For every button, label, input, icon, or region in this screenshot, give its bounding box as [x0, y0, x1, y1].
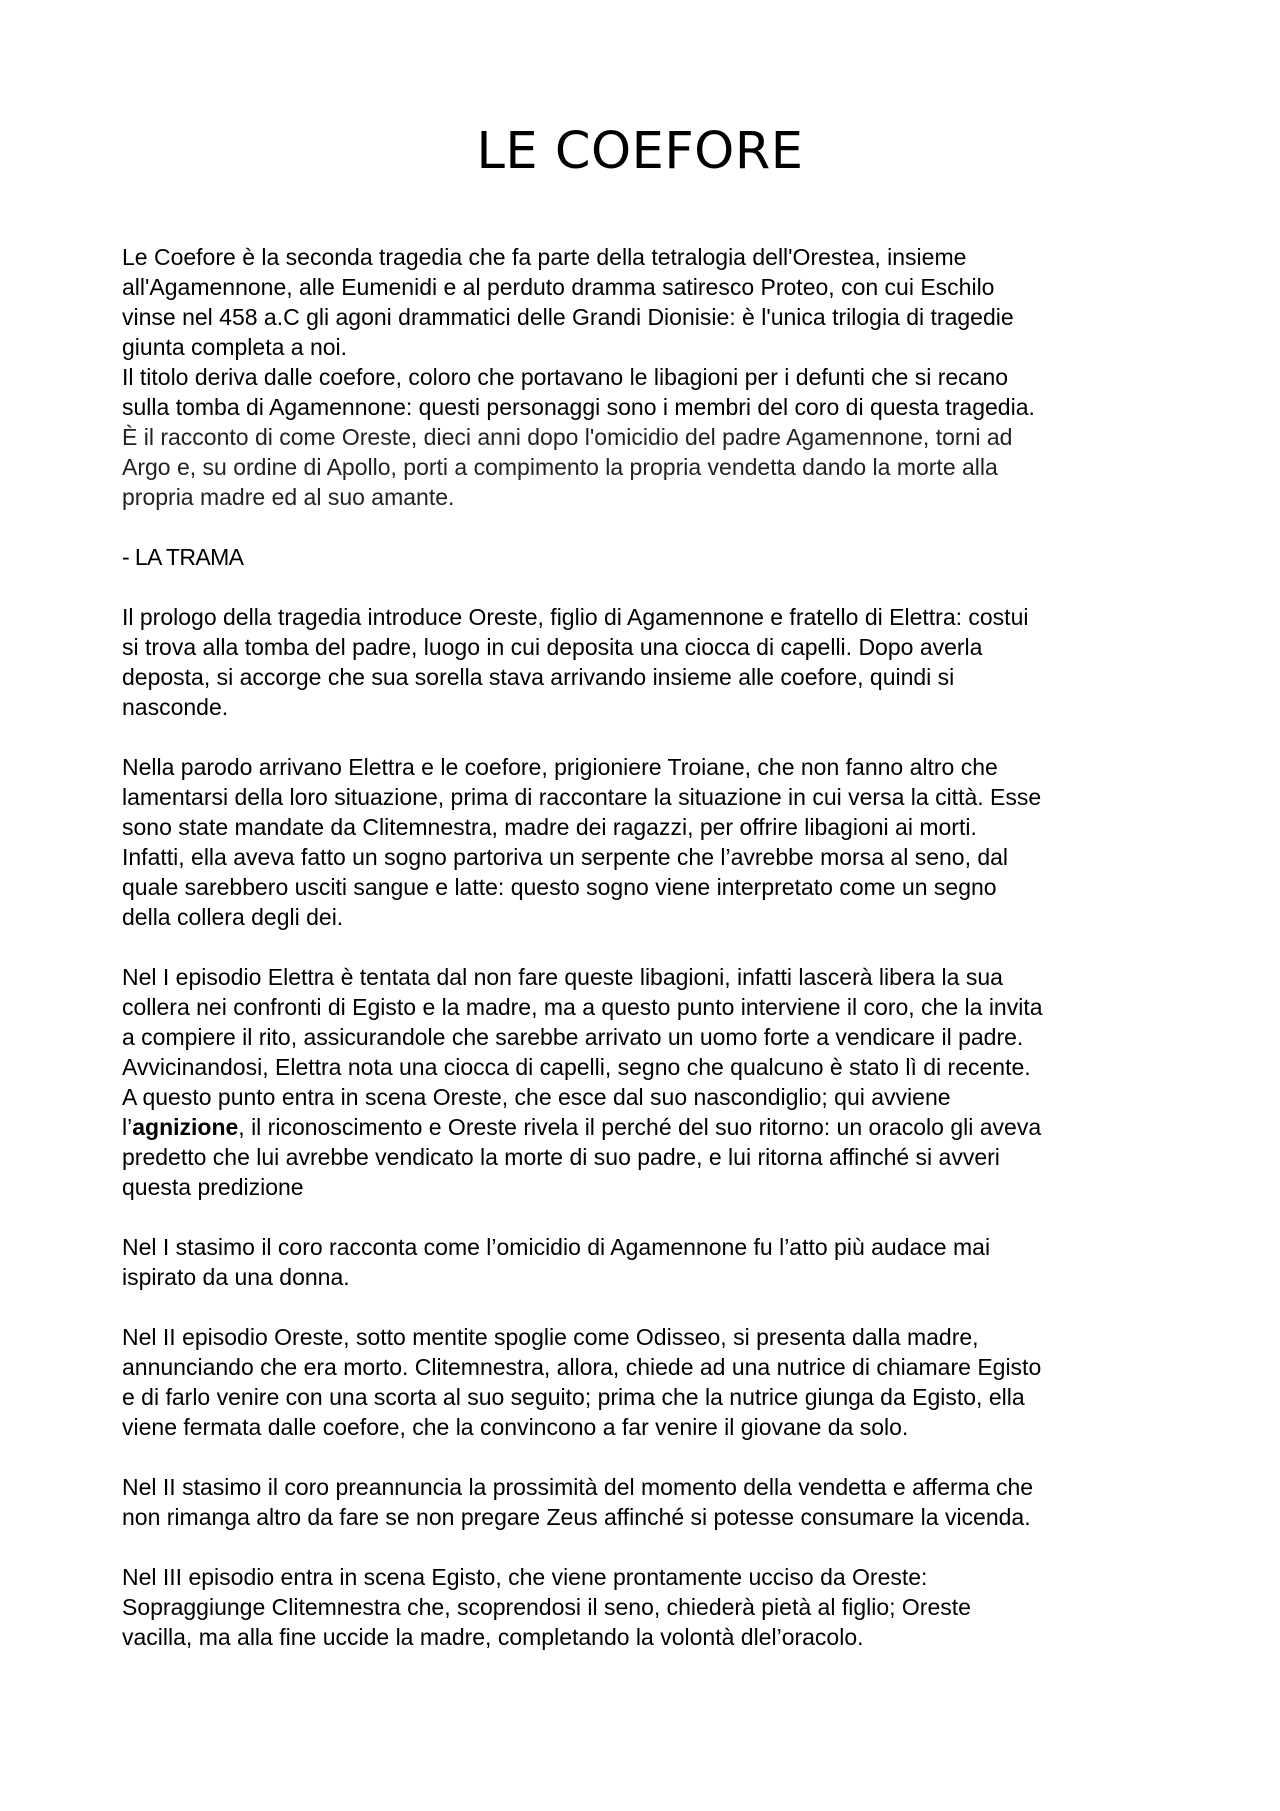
intro-paragraph-3: È il racconto di come Oreste, dieci anni dopo l'omicidio del padre Agamennone, torni ad Argo e, su ordine di Apollo, porti a compimento la propria vendetta dando la morte alla propria madre ed al suo amante. — [122, 424, 1013, 510]
episodio-1-text-end: , il riconoscimento e Oreste rivela il perché del suo ritorno: un oracolo gli aveva predetto che lui avrebbe vendicato la morte di suo padre, e lui ritorna affinché si avveri questa predizione — [122, 1114, 1042, 1200]
spacer — [122, 512, 1172, 542]
episodio-1-text-start: Nel I episodio Elettra è tentata dal non fare queste libagioni, infatti lascerà libera la sua collera nei confronti di Egisto e la madre, ma a questo punto interviene il coro, che la invita a compiere il rito, assicurandole che sarebbe arrivato un uomo forte a vendicare il padre. Avvicinandosi, Elettra nota una ciocca di capelli, segno che qualcuno è stato lì di recente. A questo punto entra in scena Oreste, che esce dal suo nascondiglio; qui avviene l’ — [122, 964, 1043, 1140]
plot-stasimo-1-paragraph: Nel I stasimo il coro racconta come l’omicidio di Agamennone fu l’atto più audace mai ispirato da una donna. — [122, 1234, 991, 1290]
plot-prologo-paragraph: Il prologo della tragedia introduce Oreste, figlio di Agamennone e fratello di Elettra: costui si trova alla tomba del padre, luogo in cui deposita una ciocca di capelli. Dopo averla deposta, si accorge che sua sorella stava arrivando insieme alle coefore, quindi si nasconde. — [122, 604, 1029, 720]
section-heading: - LA TRAMA — [122, 544, 244, 570]
intro-paragraph-2: Il titolo deriva dalle coefore, coloro che portavano le libagioni per i defunti che si recano sulla tomba di Agamennone: questi personaggi sono i membri del coro di questa tragedia. — [122, 364, 1035, 420]
document-body — [122, 242, 1172, 1652]
plot-episodio-2-paragraph: Nel II episodio Oreste, sotto mentite spoglie come Odisseo, si presenta dalla madre, annunciando che era morto. Clitemnestra, allora, chiede ad una nutrice di chiamare Egisto e di farlo venire con una scorta al suo seguito; prima che la nutrice giunga da Egisto, ella viene fermata dalle coefore, che la convincono a far venire il giovane da solo. — [122, 1324, 1042, 1440]
spacer — [122, 1532, 1172, 1562]
plot-parodo-paragraph: Nella parodo arrivano Elettra e le coefore, prigioniere Troiane, che non fanno altro che lamentarsi della loro situazione, prima di raccontare la situazione in cui versa la città. Esse sono state mandate da Clitemnestra, madre dei ragazzi, per offrire libagioni ai morti. Infatti, ella aveva fatto un sogno partoriva un serpente che l’avrebbe morsa al seno, dal quale sarebbero usciti sangue e latte: questo sogno viene interpretato come un segno della collera degli dei. — [122, 754, 1042, 930]
spacer — [122, 932, 1172, 962]
intro-paragraph-1: Le Coefore è la seconda tragedia che fa parte della tetralogia dell'Orestea, insieme all'Agamennone, alle Eumenidi e al perduto dramma satiresco Proteo, con cui Eschilo vinse nel 458 a.C gli agoni drammatici delle Grandi Dionisie: è l'unica trilogia di tragedie giunta completa a noi. — [122, 244, 1014, 360]
spacer — [122, 722, 1172, 752]
spacer — [122, 1442, 1172, 1472]
spacer — [122, 572, 1172, 602]
spacer — [122, 1202, 1172, 1232]
spacer — [122, 1292, 1172, 1322]
plot-episodio-3-paragraph: Nel III episodio entra in scena Egisto, che viene prontamente ucciso da Oreste: Sopraggiunge Clitemnestra che, scoprendosi il seno, chiederà pietà al figlio; Oreste vacilla, ma alla fine uccide la madre, completando la volontà dlel’oracolo. — [122, 1564, 971, 1650]
agnizione-term: agnizione — [132, 1114, 239, 1140]
plot-episodio-1-paragraph — [122, 962, 1172, 1202]
plot-stasimo-2-paragraph: Nel II stasimo il coro preannuncia la prossimità del momento della vendetta e afferma che non rimanga altro da fare se non pregare Zeus affinché si potesse consumare la vicenda. — [122, 1474, 1034, 1530]
page-title: LE COEFORE — [476, 122, 804, 181]
